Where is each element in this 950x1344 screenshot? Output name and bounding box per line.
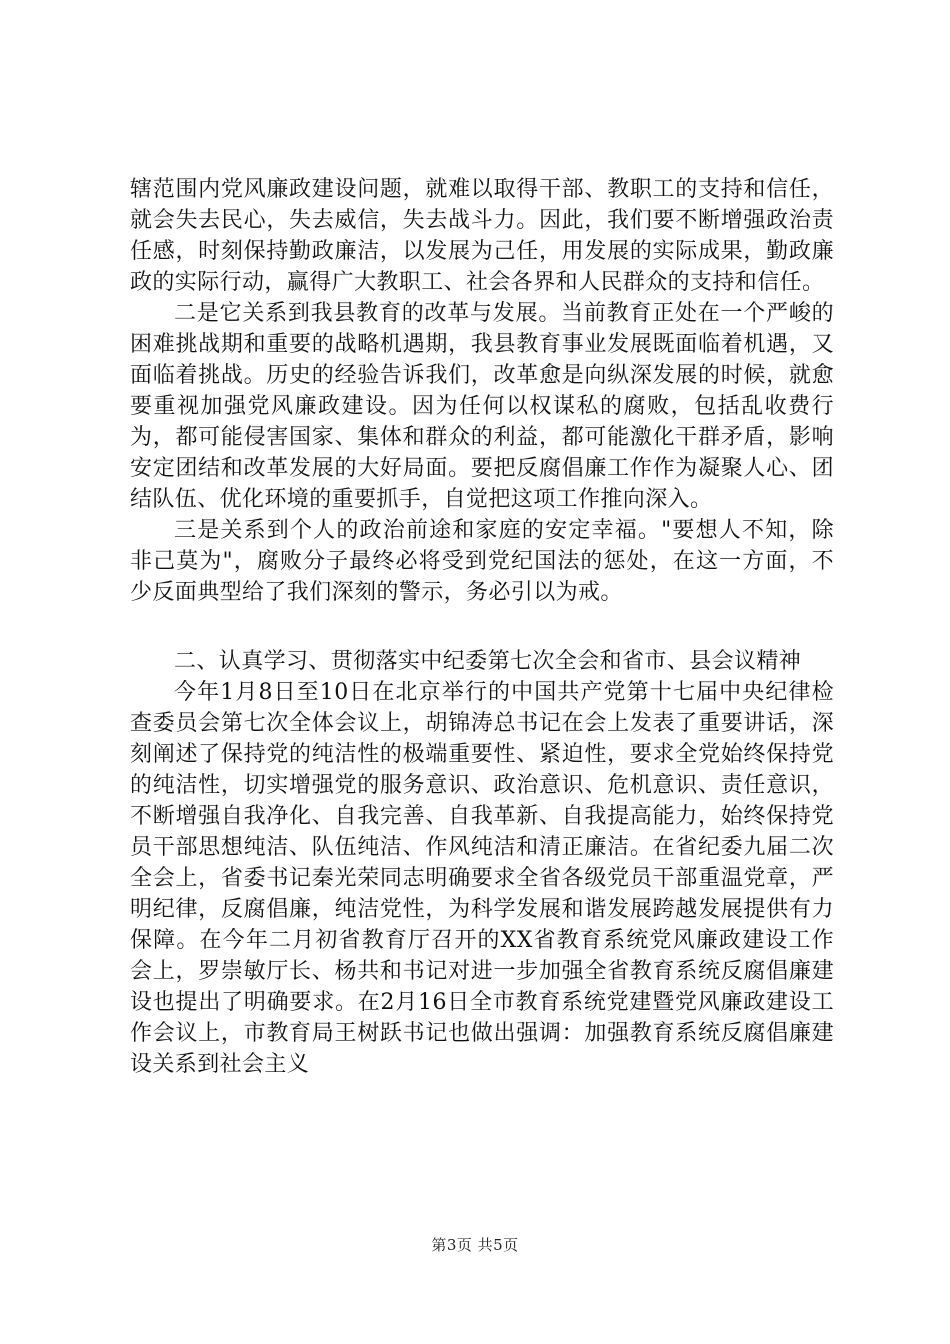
page-number: 第3页 共5页 bbox=[431, 1236, 519, 1254]
section-heading: 二、认真学习、贯彻落实中纪委第七次全会和省市、县会议精神 bbox=[174, 649, 802, 674]
paragraph-point-three: 三是关系到个人的政治前途和家庭的安定幸福。"要想人不知，除非己莫为"，腐败分子最终必将受到党纪国法的惩处，在这一方面，不少反面典型给了我们深刻的警示，务必引以为戒。 bbox=[130, 518, 834, 605]
paragraph-meeting-spirit: 今年1月8日至10日在北京举行的中国共产党第十七届中央纪律检查委员会第七次全体会议上，胡锦涛总书记在会上发表了重要讲话，深刻阐述了保持党的纯洁性的极端重要性、紧迫性，要求全党始终保持党的纯洁性，切实增强党的服务意识、政治意识、危机意识、责任意识，不断增强自我净化、自我完善、自我革新、自我提高能力，始终保持党员干部思想纯洁、队伍纯洁、作风纯洁和清正廉洁。在省纪委九届二次全会上，省委书记秦光荣同志明确要求全省各级党员干部重温党章，严明纪律，反腐倡廉，纯洁党性，为科学发展和谐发展跨越发展提供有力保障。在今年二月初省教育厅召开的XX省教育系统党风廉政建设工作会上，罗崇敏厅长、杨共和书记对进一步加强全省教育系统反腐倡廉建设也提出了明确要求。在2月16日全市教育系统党建暨党风廉政建设工作会议上，市教育局王树跃书记也做出强调：加强教育系统反腐倡廉建设关系到社会主义 bbox=[130, 680, 834, 1077]
paragraph-continuation: 辖范围内党风廉政建设问题，就难以取得干部、教职工的支持和信任，就会失去民心，失去威信，失去战斗力。因此，我们要不断增强政治责任感，时刻保持勤政廉洁，以发展为己任，用发展的实际成果，勤政廉政的实际行动，赢得广大教职工、社会各界和人民群众的支持和信任。 bbox=[130, 177, 834, 295]
paragraph-point-two: 二是它关系到我县教育的改革与发展。当前教育正处在一个严峻的困难挑战期和重要的战略机遇期，我县教育事业发展既面临着机遇，又面临着挑战。历史的经验告诉我们，改革愈是向纵深发展的时候，就愈要重视加强党风廉政建设。因为任何以权谋私的腐败，包括乱收费行为，都可能侵害国家、集体和群众的利益，都可能激化干群矛盾，影响安定团结和改革发展的大好局面。要把反腐倡廉工作作为凝聚人心、团结队伍、优化环境的重要抓手，自觉把这项工作推向深入。 bbox=[130, 301, 834, 512]
document-body bbox=[130, 174, 834, 1080]
section-gap bbox=[130, 608, 834, 646]
